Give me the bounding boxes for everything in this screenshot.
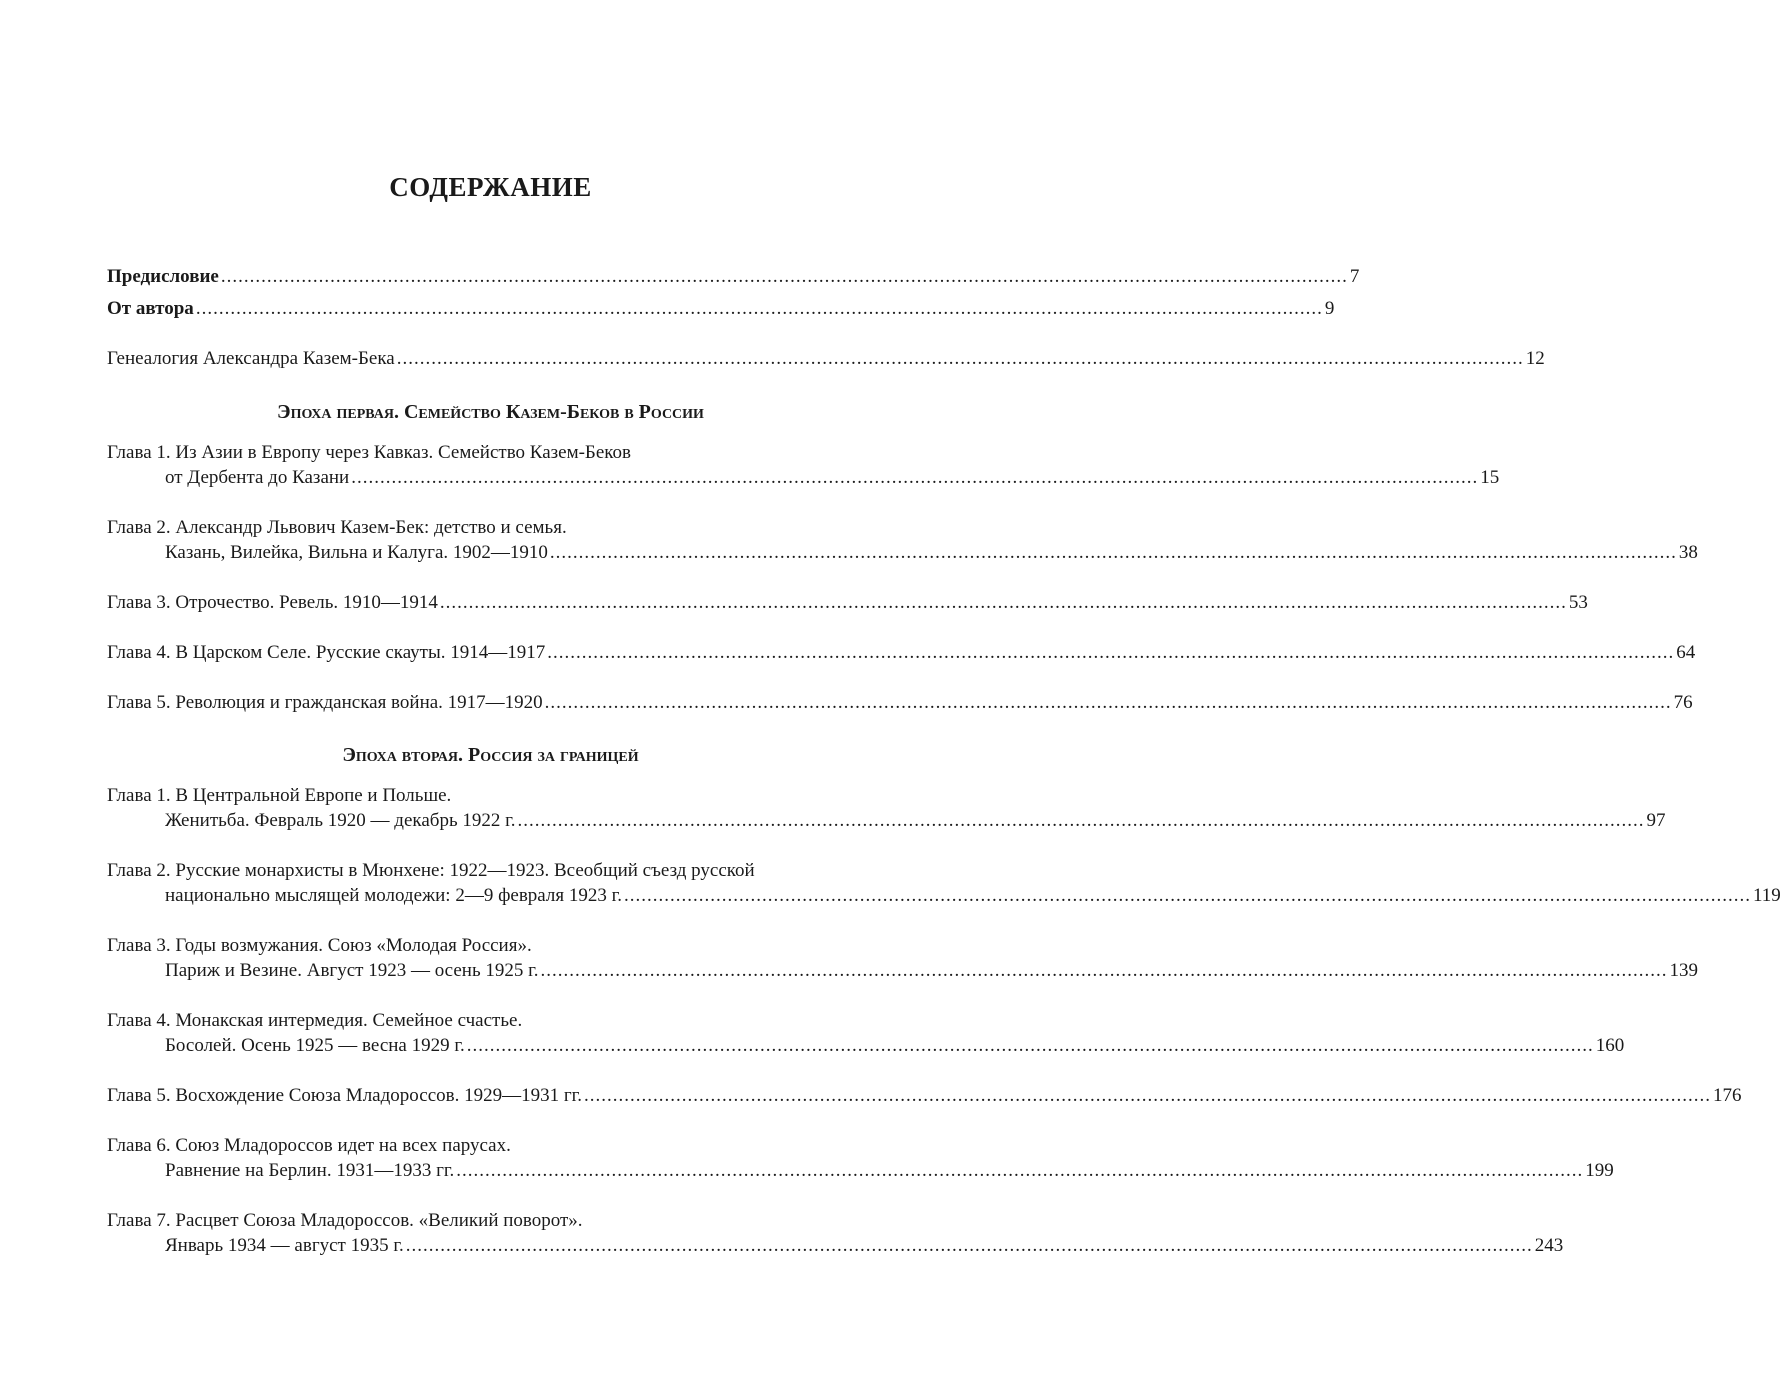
toc-entry-label: Глава 3. Отрочество. Ревель. 1910—1914 xyxy=(107,592,438,613)
leader-dots: .................................................................................................................................................................................................... xyxy=(456,1160,1584,1181)
toc-page-number: 7 xyxy=(1349,266,1360,287)
toc-entry-part2-ch4[interactable] xyxy=(165,1033,1625,1058)
part-heading: Эпоха первая. Семейство Казем-Беков в России xyxy=(277,401,704,423)
toc-entry-part2-ch6[interactable] xyxy=(165,1158,1614,1183)
toc-chapter-line: Глава 2. Русские монархисты в Мюнхене: 1922—1923. Всеобщий съезд русской xyxy=(107,860,755,881)
toc-chapter-line: Глава 7. Расцвет Союза Младороссов. «Великий поворот». xyxy=(107,1210,583,1231)
toc-entry-part2-ch1[interactable] xyxy=(165,808,1666,833)
toc-page-number: 97 xyxy=(1646,810,1666,831)
toc-entry-part1-ch1[interactable] xyxy=(165,465,1500,490)
toc-page-number: 15 xyxy=(1480,467,1500,488)
leader-dots: .................................................................................................................................................................................................... xyxy=(195,298,1323,319)
toc-entry-label: Предисловие xyxy=(107,266,219,287)
toc-entry-part1-ch4[interactable] xyxy=(107,640,1696,665)
toc-entry-preface[interactable] xyxy=(107,264,1360,289)
toc-entry-label: Январь 1934 — август 1935 г. xyxy=(165,1235,404,1256)
toc-entry-label: национально мыслящей молодежи: 2—9 февраля 1923 г. xyxy=(165,885,623,906)
toc-chapter-line: Глава 2. Александр Львович Казем-Бек: детство и семья. xyxy=(107,517,567,538)
toc-entry-label: От автора xyxy=(107,298,194,319)
leader-dots: .................................................................................................................................................................................................... xyxy=(549,542,1677,563)
toc-entry-genealogy[interactable] xyxy=(107,346,1545,371)
toc-chapter-line: Глава 3. Годы возмужания. Союз «Молодая Россия». xyxy=(107,935,532,956)
leader-dots: .................................................................................................................................................................................................... xyxy=(439,592,1567,613)
toc-entry-label: Женитьба. Февраль 1920 — декабрь 1922 г. xyxy=(165,810,516,831)
leader-dots: .................................................................................................................................................................................................... xyxy=(547,642,1675,663)
toc-entry-label: Генеалогия Александра Казем-Бека xyxy=(107,348,395,369)
toc-entry-label: Глава 5. Восхождение Союза Младороссов. 1929—1931 гг. xyxy=(107,1085,583,1106)
toc-entry-label: от Дербента до Казани xyxy=(165,467,350,488)
leader-dots: .................................................................................................................................................................................................... xyxy=(584,1085,1712,1106)
toc-entry-part1-ch5[interactable] xyxy=(107,690,1693,715)
part-heading: Эпоха вторая. Россия за границей xyxy=(342,744,639,766)
toc-entry-label: Босолей. Осень 1925 — весна 1929 г. xyxy=(165,1035,465,1056)
leader-dots: .................................................................................................................................................................................................... xyxy=(405,1235,1533,1256)
toc-page-number: 9 xyxy=(1324,298,1335,319)
toc-page-number: 160 xyxy=(1595,1035,1625,1056)
toc-entry-part2-ch3[interactable] xyxy=(165,958,1699,983)
toc-page-number: 199 xyxy=(1585,1160,1614,1181)
toc-entry-label: Глава 5. Революция и гражданская война. 1917—1920 xyxy=(107,692,543,713)
toc-chapter-line: Глава 6. Союз Младороссов идет на всех парусах. xyxy=(107,1135,511,1156)
leader-dots: .................................................................................................................................................................................................... xyxy=(540,960,1668,981)
leader-dots: .................................................................................................................................................................................................... xyxy=(396,348,1524,369)
leader-dots: .................................................................................................................................................................................................... xyxy=(351,467,1479,488)
leader-dots: .................................................................................................................................................................................................... xyxy=(517,810,1645,831)
toc-chapter-line: Глава 1. Из Азии в Европу через Кавказ. Семейство Казем-Беков xyxy=(107,442,632,463)
toc-page-number: 139 xyxy=(1669,960,1699,981)
toc-page-number: 38 xyxy=(1678,542,1698,563)
toc-chapter-line: Глава 1. В Центральной Европе и Польше. xyxy=(107,785,452,806)
toc-page-number: 176 xyxy=(1713,1085,1742,1106)
toc-page-number: 119 xyxy=(1753,885,1781,906)
leader-dots: .................................................................................................................................................................................................... xyxy=(220,266,1348,287)
toc-entry-from-author[interactable] xyxy=(107,296,1335,321)
toc-chapter-line: Глава 4. Монакская интермедия. Семейное счастье. xyxy=(107,1010,523,1031)
leader-dots: .................................................................................................................................................................................................... xyxy=(624,885,1752,906)
page-title: СОДЕРЖАНИЕ xyxy=(389,172,592,202)
leader-dots: .................................................................................................................................................................................................... xyxy=(544,692,1672,713)
leader-dots: .................................................................................................................................................................................................... xyxy=(466,1035,1594,1056)
toc-page-number: 64 xyxy=(1676,642,1696,663)
toc-page-number: 12 xyxy=(1525,348,1545,369)
toc-entry-label: Париж и Везине. Август 1923 — осень 1925 г. xyxy=(165,960,539,981)
toc-entry-part2-ch2[interactable] xyxy=(165,883,1781,908)
toc-page-number: 53 xyxy=(1568,592,1588,613)
toc-entry-part2-ch7[interactable] xyxy=(165,1233,1564,1258)
toc-entry-label: Глава 4. В Царском Селе. Русские скауты. 1914—1917 xyxy=(107,642,546,663)
toc-entry-part1-ch2[interactable] xyxy=(165,540,1698,565)
toc-page-number: 76 xyxy=(1673,692,1693,713)
toc-entry-label: Равнение на Берлин. 1931—1933 гг. xyxy=(165,1160,455,1181)
toc-entry-part2-ch5[interactable] xyxy=(107,1083,1742,1108)
toc-entry-part1-ch3[interactable] xyxy=(107,590,1588,615)
toc-entry-label: Казань, Вилейка, Вильна и Калуга. 1902—1910 xyxy=(165,542,548,563)
toc-page-number: 243 xyxy=(1534,1235,1564,1256)
